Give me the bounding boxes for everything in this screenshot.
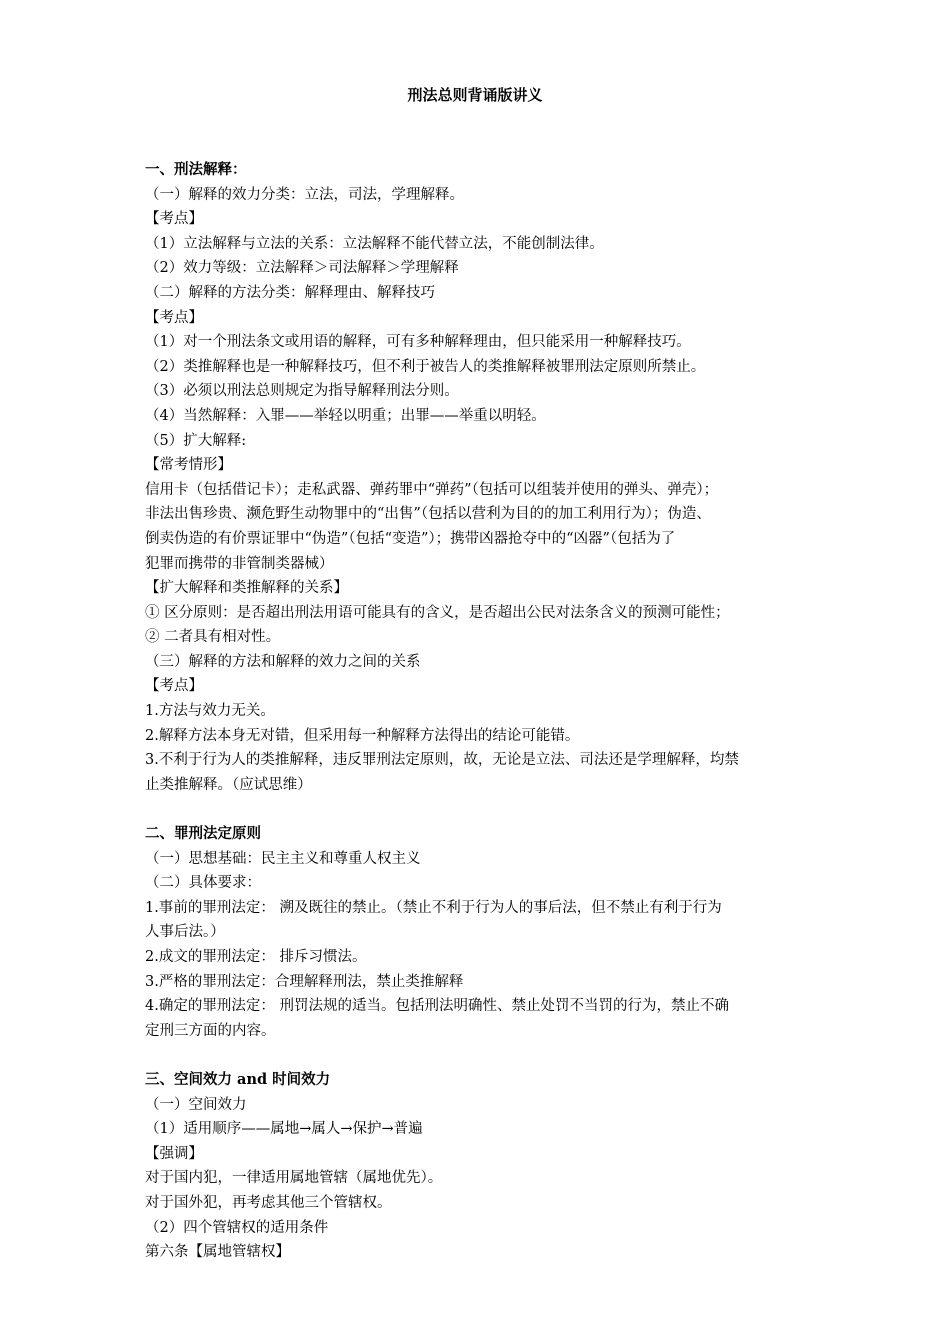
paragraph-line: 信用卡（包括借记卡）；走私武器、弹药罪中“弹药”（包括可以组装并使用的弹头、弹壳）； xyxy=(145,481,719,498)
paragraph-line: （二）解释的方法分类：解释理由、解释技巧 xyxy=(145,284,435,301)
paragraph-line: （一）解释的效力分类：立法，司法，学理解释。 xyxy=(145,186,464,203)
paragraph-line: 犯罪而携带的非管制类器械） xyxy=(145,555,334,572)
paragraph-line: 人事后法。） xyxy=(145,924,225,941)
paragraph-line: 【常考情形】 xyxy=(145,457,232,474)
paragraph-line: 1.方法与效力无关。 xyxy=(145,703,275,720)
paragraph-line: （一）思想基础：民主主义和尊重人权主义 xyxy=(145,850,421,867)
paragraph-line: （1）适用顺序——属地→属人→保护→普遍 xyxy=(145,1121,423,1138)
paragraph-line: 第六条【属地管辖权】 xyxy=(145,1244,290,1261)
paragraph-line: ② 二者具有相对性。 xyxy=(145,629,281,646)
paragraph-line: 【强调】 xyxy=(145,1145,203,1162)
paragraph-line: （2）四个管辖权的适用条件 xyxy=(145,1219,329,1236)
paragraph-line: 4.确定的罪刑法定： 刑罚法规的适当。包括刑法明确性、禁止处罚不当罚的行为，禁止不确 xyxy=(145,998,729,1015)
paragraph-line: （二）具体要求： xyxy=(145,875,261,892)
paragraph-line: 2.解释方法本身无对错，但采用每一种解释方法得出的结论可能错。 xyxy=(145,727,580,744)
paragraph-line: 定刑三方面的内容。 xyxy=(145,1022,276,1039)
paragraph-line: 对于国内犯，一律适用属地管辖（属地优先）。 xyxy=(145,1170,443,1187)
paragraph-line: 止类推解释。（应试思维） xyxy=(145,776,312,793)
paragraph-line: （1）立法解释与立法的关系：立法解释不能代替立法，不能创制法律。 xyxy=(145,235,604,252)
paragraph-line: （一）空间效力 xyxy=(145,1096,247,1113)
paragraph-line: 3.不利于行为人的类推解释，违反罪刑法定原则，故，无论是立法、司法还是学理解释，均禁 xyxy=(145,752,739,769)
paragraph-line: 3.严格的罪刑法定：合理解释刑法，禁止类推解释 xyxy=(145,973,464,990)
paragraph-line: （三）解释的方法和解释的效力之间的关系 xyxy=(145,653,421,670)
paragraph-line: （2）类推解释也是一种解释技巧，但不利于被告人的类推解释被罪刑法定原则所禁止。 xyxy=(145,358,706,375)
paragraph-line: 【扩大解释和类推解释的关系】 xyxy=(145,580,348,597)
paragraph-line: 【考点】 xyxy=(145,211,203,228)
paragraph-line: （5）扩大解释: xyxy=(145,432,247,449)
paragraph-line: ① 区分原则：是否超出刑法用语可能具有的含义，是否超出公民对法条含义的预测可能性； xyxy=(145,604,730,621)
paragraph-line: 倒卖伪造的有价票证罪中“伪造”（包括“变造”）；携带凶器抢夺中的“凶器”（包括为了 xyxy=(145,530,676,547)
document-title: 刑法总则背诵版讲义 xyxy=(407,86,543,104)
paragraph-line: 2.成文的罪刑法定： 排斥习惯法。 xyxy=(145,949,367,965)
paragraph-line: （1）对一个刑法条文或用语的解释，可有多种解释理由，但只能采用一种解释技巧。 xyxy=(145,334,691,351)
paragraph-line: （2）效力等级：立法解释＞司法解释＞学理解释 xyxy=(145,260,459,277)
section-gap xyxy=(145,1043,813,1068)
section-gap xyxy=(145,797,813,822)
paragraph-line: （4）当然解释：入罪——举轻以明重；出罪——举重以明轻。 xyxy=(145,407,546,424)
paragraph-line: 对于国外犯，再考虑其他三个管辖权。 xyxy=(145,1194,392,1211)
document-body xyxy=(145,158,813,1265)
paragraph-line: 非法出售珍贵、濒危野生动物罪中的“出售”（包括以营利为目的的加工利用行为）；伪造、 xyxy=(145,506,711,523)
paragraph-line: 【考点】 xyxy=(145,678,203,695)
paragraph-line: 1.事前的罪刑法定： 溯及既往的禁止。（禁止不利于行为人的事后法，但不禁止有利于行为 xyxy=(145,899,722,916)
section-heading: 三、空间效力 and 时间效力 xyxy=(145,1070,331,1088)
paragraph-line: （3）必须以刑法总则规定为指导解释刑法分则。 xyxy=(145,383,459,400)
paragraph-line: 【考点】 xyxy=(145,309,203,326)
section-heading: 二、罪刑法定原则 xyxy=(145,825,261,843)
section-heading: 一、刑法解释： xyxy=(145,161,247,178)
